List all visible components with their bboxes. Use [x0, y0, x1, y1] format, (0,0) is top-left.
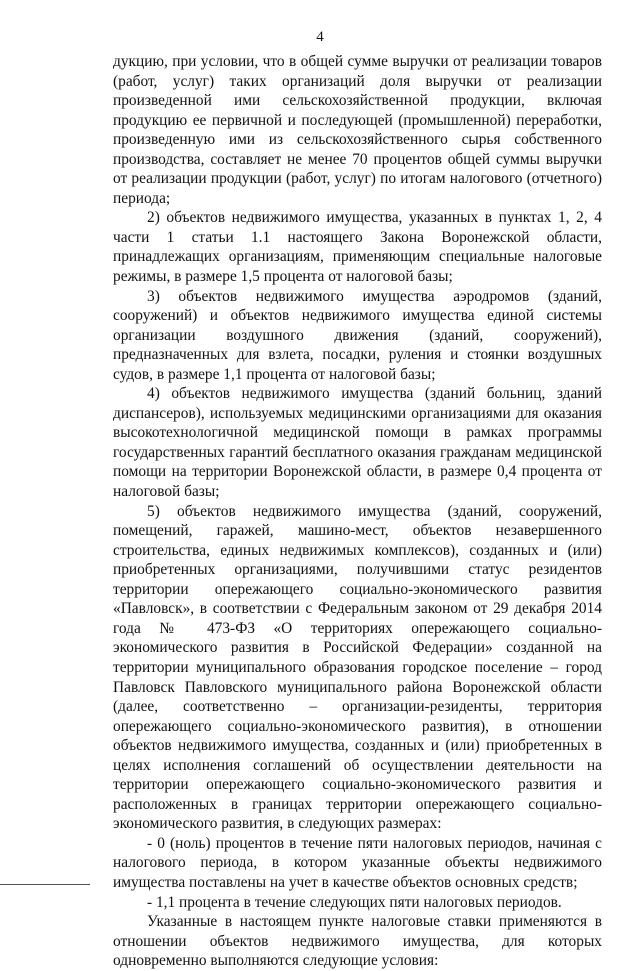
paragraph-dash-zero-rate: - 0 (ноль) процентов в течение пяти налоговых периодов, начиная с налогового периода, в котором указанные объекты недвижимого имущества поставлены на учет в качестве объектов основных средств;: [113, 834, 602, 891]
footnote-separator: [0, 884, 90, 885]
page-number: 4: [316, 29, 324, 45]
paragraph-continuation: дукцию, при условии, что в общей сумме выручки от реализации товаров (работ, услуг) таких организаций доля выручки от реализации произведенной ими сельскохозяйственной продукции, включая продукцию ее первичной и последующей (промышленной) переработки, произведенную ими из сельскохозяйственного сырья собственного производства, составляет не менее 70 процентов общей суммы выручки от реализации продукции (работ, услуг) по итогам налогового (отчетного) периода;: [113, 53, 602, 207]
paragraph-conditions: Указанные в настоящем пункте налоговые ставки применяются в отношении объектов недвижимого имущества, для которых одновременно выполняются следующие условия:: [113, 913, 602, 970]
document-body: [113, 52, 602, 971]
paragraph-item-4: 4) объектов недвижимого имущества (зданий больниц, зданий диспансеров), используемых медицинскими организациями для оказания высокотехнологичной медицинской помощи в рамках программы государственных гарантий бесплатного оказания гражданам медицинской помощи на территории Воронежской области, в размере 0,4 процента от налоговой базы;: [113, 385, 602, 501]
paragraph-item-5: 5) объектов недвижимого имущества (зданий, сооружений, помещений, гаражей, машино-мест, объектов незавершенного строительства, единых недвижимых комплексов), созданных и (или) приобретенных организациями, получившими статус резидентов территории опережающего социально-экономического развития «Павловск», в соответствии с Федеральным законом от 29 декабря 2014 года № 473-ФЗ «О территориях опережающего социально-экономического развития в Российской Федерации» созданной на территории муниципального образования городское поселение – город Павловск Павловского муниципального района Воронежской области (далее, соответственно – организации-резиденты, территория опережающего социально-экономического развития), в отношении объектов недвижимого имущества, созданных и (или) приобретенных в целях исполнения соглашений об осуществлении деятельности на территории опережающего социально-экономического развития и расположенных в границах территории опережающего социально-экономического развития, в следующих размерах:: [113, 502, 602, 833]
paragraph-item-2: 2) объектов недвижимого имущества, указанных в пунктах 1, 2, 4 части 1 статьи 1.1 настоящего Закона Воронежской области, принадлежащих организациям, применяющим специальные налоговые режимы, в размере 1,5 процента от налоговой базы;: [113, 209, 602, 286]
paragraph-dash-rate: - 1,1 процента в течение следующих пяти налоговых периодов.: [147, 893, 562, 911]
paragraph-item-3: 3) объектов недвижимого имущества аэродромов (зданий, сооружений) и объектов недвижимого имущества единой системы организации воздушного движения (зданий, сооружений), предназначенных для взлета, посадки, руления и стоянки воздушных судов, в размере 1,1 процента от налоговой базы;: [113, 287, 602, 383]
